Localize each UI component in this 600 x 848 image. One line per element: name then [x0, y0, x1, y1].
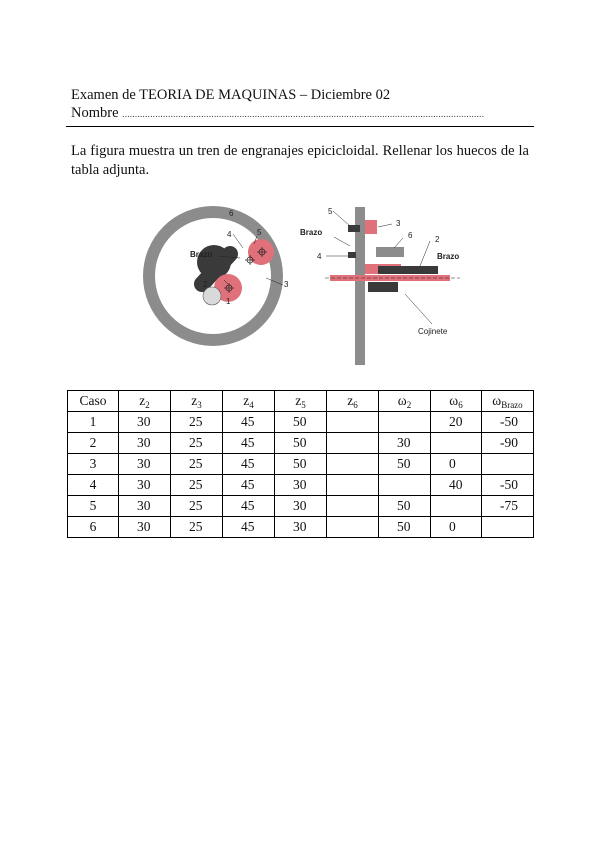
col-header: $\omega_2$ [379, 391, 431, 412]
label-side-brazo-right: Brazo [437, 252, 460, 261]
cell-w6: 40 [431, 475, 482, 496]
label-gear-2: 2 [203, 280, 208, 289]
cell-z3: 25 [171, 496, 223, 517]
side-shaft [330, 275, 450, 281]
cell-z6[interactable] [327, 475, 379, 496]
cell-wbrazo[interactable] [482, 517, 534, 538]
cell-w2[interactable] [379, 412, 431, 433]
label-ring-6: 6 [229, 209, 234, 218]
cell-caso: 3 [68, 454, 119, 475]
cell-z6[interactable] [327, 517, 379, 538]
cell-z5: 50 [275, 412, 327, 433]
table-row [68, 496, 534, 517]
cell-z3: 25 [171, 454, 223, 475]
cell-w2: 50 [379, 454, 431, 475]
cell-z6[interactable] [327, 412, 379, 433]
table-row [68, 517, 534, 538]
label-side-brazo: Brazo [300, 228, 323, 237]
side-gear-4 [348, 252, 356, 258]
col-header: $z_5$ [275, 391, 327, 412]
cell-z4: 45 [223, 517, 275, 538]
label-gear-1: 1 [226, 297, 231, 306]
cell-caso: 6 [68, 517, 119, 538]
cell-w2[interactable] [379, 475, 431, 496]
cell-z2: 30 [119, 433, 171, 454]
cell-wbrazo: -75 [482, 496, 534, 517]
name-label: Nombre [71, 105, 119, 121]
cell-z3: 25 [171, 433, 223, 454]
label-side-5: 5 [328, 207, 333, 216]
name-line [71, 104, 529, 123]
table-row [68, 433, 534, 454]
cell-z4: 45 [223, 412, 275, 433]
cell-wbrazo: -50 [482, 412, 534, 433]
cell-w2: 50 [379, 517, 431, 538]
cell-wbrazo[interactable] [482, 454, 534, 475]
col-header: $z_4$ [223, 391, 275, 412]
label-side-2: 2 [435, 235, 440, 244]
col-header: Caso [68, 391, 119, 412]
label-gear-5: 5 [257, 228, 262, 237]
cell-z6[interactable] [327, 496, 379, 517]
cell-w6[interactable] [431, 496, 482, 517]
header-divider [66, 126, 534, 127]
cell-z4: 45 [223, 433, 275, 454]
cell-w6: 0 [431, 517, 482, 538]
col-header: $\omega_6$ [431, 391, 482, 412]
label-side-3: 3 [396, 219, 401, 228]
cell-z5: 30 [275, 475, 327, 496]
col-header: $\omega_{Brazo}$ [482, 391, 534, 412]
side-bearing [368, 282, 398, 292]
side-arm [378, 266, 438, 274]
cases-table [67, 390, 534, 538]
col-header: $z_2$ [119, 391, 171, 412]
cell-wbrazo: -90 [482, 433, 534, 454]
gear-1 [203, 287, 221, 305]
col-header: $z_6$ [327, 391, 379, 412]
cell-w2: 50 [379, 496, 431, 517]
cell-z5: 50 [275, 433, 327, 454]
cell-z2: 30 [119, 412, 171, 433]
label-cojinete: Cojinete [418, 327, 448, 336]
cell-w6: 20 [431, 412, 482, 433]
cell-w2: 30 [379, 433, 431, 454]
table-row [68, 475, 534, 496]
label-brazo-front: Brazo [190, 250, 213, 259]
gear-train-figure [140, 192, 470, 372]
cell-z3: 25 [171, 475, 223, 496]
cell-z6[interactable] [327, 454, 379, 475]
cell-z2: 30 [119, 475, 171, 496]
cell-caso: 5 [68, 496, 119, 517]
exam-title: Examen de TEORIA DE MAQUINAS – Diciembre 02 [71, 87, 391, 103]
cell-z3: 25 [171, 412, 223, 433]
cell-z5: 30 [275, 496, 327, 517]
cell-z2: 30 [119, 454, 171, 475]
cell-wbrazo: -50 [482, 475, 534, 496]
side-gear-6-hub [376, 247, 404, 257]
exam-header [71, 86, 529, 123]
cell-z6[interactable] [327, 433, 379, 454]
cell-caso: 4 [68, 475, 119, 496]
problem-statement: La figura muestra un tren de engranajes epicicloidal. Rellenar los huecos de la tabla adjunta. [71, 143, 529, 178]
label-gear-3: 3 [284, 280, 289, 289]
cell-z3: 25 [171, 517, 223, 538]
name-field[interactable]: .............................................................................................................................................. [122, 109, 485, 119]
table-row [68, 412, 534, 433]
cell-z4: 45 [223, 475, 275, 496]
cell-w6: 0 [431, 454, 482, 475]
cell-caso: 2 [68, 433, 119, 454]
side-gear-3 [365, 220, 377, 234]
cell-z4: 45 [223, 454, 275, 475]
table-row [68, 454, 534, 475]
cell-caso: 1 [68, 412, 119, 433]
col-header: $z_3$ [171, 391, 223, 412]
label-side-6: 6 [408, 231, 413, 240]
label-gear-4: 4 [227, 230, 232, 239]
cell-z5: 30 [275, 517, 327, 538]
label-side-4: 4 [317, 252, 322, 261]
cell-w6[interactable] [431, 433, 482, 454]
cell-z2: 30 [119, 517, 171, 538]
cell-z5: 50 [275, 454, 327, 475]
table-header-row [68, 391, 534, 412]
cell-z2: 30 [119, 496, 171, 517]
cell-z4: 45 [223, 496, 275, 517]
